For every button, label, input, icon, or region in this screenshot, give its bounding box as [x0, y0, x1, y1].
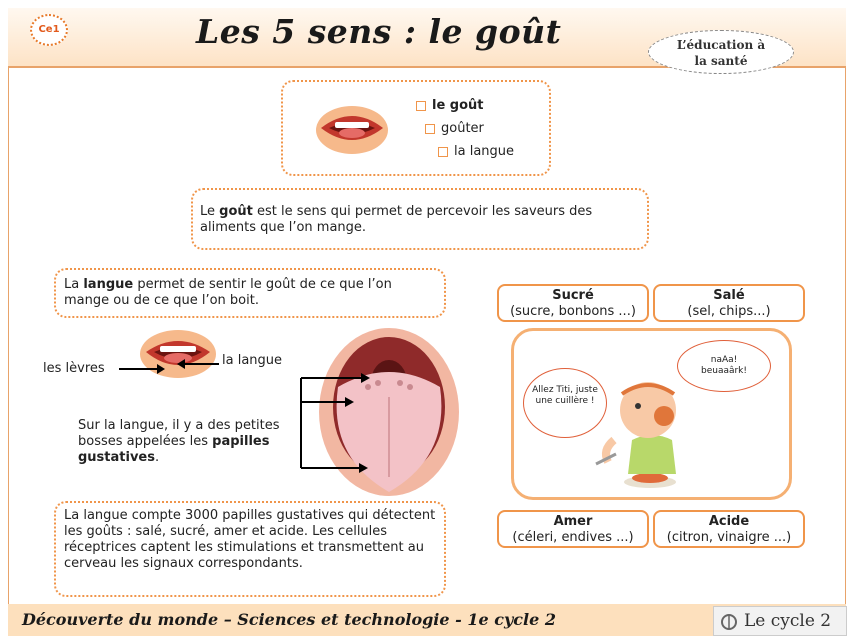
taste-box-sucre: Sucré (sucre, bonbons ...): [497, 284, 649, 322]
taste-box-amer: Amer (céleri, endives ...): [497, 510, 649, 548]
speech-bubble-left: Allez Titi, juste une cuillère !: [523, 368, 607, 438]
tongue-label: la langue: [222, 353, 283, 368]
checkbox-icon: [425, 124, 435, 134]
taste-box-sale: Salé (sel, chips...): [653, 284, 805, 322]
page-title: Les 5 sens : le goût: [196, 12, 562, 51]
cycle-logo: Le cycle 2: [713, 606, 847, 636]
lips-label: les lèvres: [43, 361, 105, 376]
taste-box-acide: Acide (citron, vinaigre ...): [653, 510, 805, 548]
papillae-arrows: [295, 372, 375, 474]
papillae-text: Sur la langue, il y a des petites bosses appelées les papilles gustatives.: [78, 418, 280, 465]
summary-text: La langue compte 3000 papilles gustatives qui détectent les goûts : salé, sucré, amer et acide. Les cellules réceptrices captent les stimulations et transmettent au cerveau les signaux correspondants.: [64, 508, 436, 571]
vocab-item-2: goûter: [425, 121, 484, 137]
child-illustration: [592, 370, 702, 492]
footer-text: Découverte du monde – Sciences et technologie - 1e cycle 2: [22, 610, 556, 629]
subject-line-2: la santé: [694, 54, 748, 68]
vocab-item-1: le goût: [416, 98, 484, 114]
subject-line-1: L’éducation à: [676, 38, 766, 52]
shell-icon: [720, 613, 738, 631]
checkbox-icon: [438, 147, 448, 157]
label-arrows: [115, 355, 225, 380]
subject-label: [648, 30, 794, 74]
speech-bubble-right: naAa! beuaaârk!: [677, 340, 771, 392]
vocab-item-3: la langue: [438, 144, 514, 160]
checkbox-icon: [416, 101, 426, 111]
definition-text: Le goût est le sens qui permet de percevoir les saveurs des aliments que l’on mange.: [200, 204, 593, 235]
mouth-icon: [313, 100, 391, 160]
tongue-intro-text: La langue permet de sentir le goût de ce que l’on mange ou de ce que l’on boit.: [64, 277, 392, 308]
level-badge: Ce1: [30, 14, 68, 46]
